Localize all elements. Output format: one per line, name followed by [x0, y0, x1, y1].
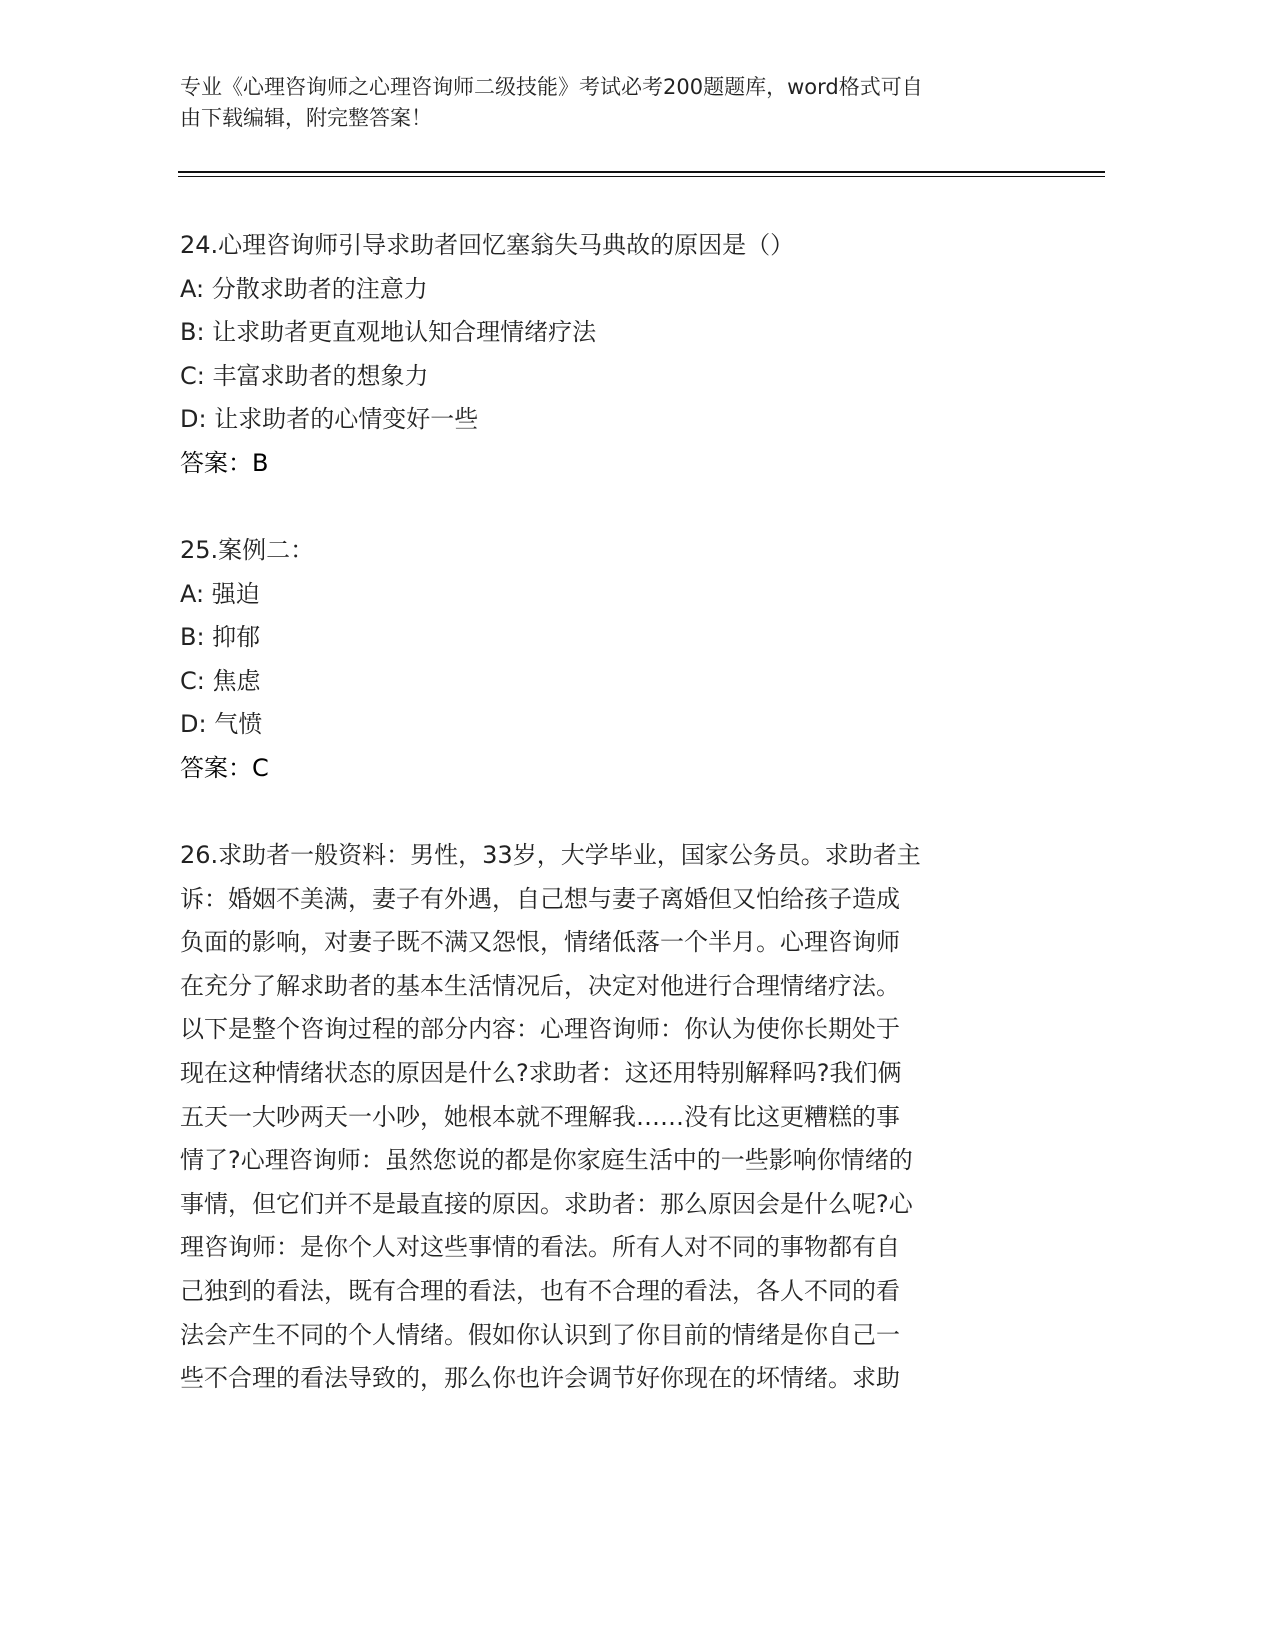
answer: 答案：B [180, 448, 269, 477]
option-d: D: 气愤 [180, 710, 263, 739]
header-divider [178, 176, 1105, 177]
header-divider [178, 171, 1105, 173]
question-text-line: 法会产生不同的个人情绪。假如你认识到了你目前的情绪是你自己一 [180, 1320, 900, 1349]
document-header [180, 72, 923, 134]
header-line: 由下载编辑，附完整答案！ [180, 106, 432, 130]
question-25 [180, 529, 314, 791]
question-26 [180, 834, 921, 1401]
question-text-line: 诉：婚姻不美满，妻子有外遇，自己想与妻子离婚但又怕给孩子造成 [180, 884, 900, 913]
header-line: 专业《心理咨询师之心理咨询师二级技能》考试必考200题题库，word格式可自 [180, 75, 923, 99]
question-stem: 24.心理咨询师引导求助者回忆塞翁失马典故的原因是（） [180, 231, 795, 259]
option-c: C: 焦虑 [180, 666, 261, 695]
answer: 答案：C [180, 753, 269, 782]
option-a: A: 分散求助者的注意力 [180, 274, 428, 303]
option-b: B: 让求助者更直观地认知合理情绪疗法 [180, 318, 597, 347]
question-text-line: 己独到的看法，既有合理的看法，也有不合理的看法，各人不同的看 [180, 1276, 900, 1305]
question-text-line: 五天一大吵两天一小吵，她根本就不理解我……没有比这更糟糕的事 [180, 1102, 900, 1131]
option-a: A: 强迫 [180, 579, 260, 608]
question-stem: 25.案例二： [180, 536, 315, 564]
option-b: B: 抑郁 [180, 623, 261, 652]
question-text-line: 些不合理的看法导致的，那么你也许会调节好你现在的坏情绪。求助 [180, 1364, 900, 1393]
question-text-line: 负面的影响，对妻子既不满又怨恨，情绪低落一个半月。心理咨询师 [180, 928, 900, 957]
question-text-line: 在充分了解求助者的基本生活情况后，决定对他进行合理情绪疗法。 [180, 971, 900, 1000]
question-text-line: 情了?心理咨询师：虽然您说的都是你家庭生活中的一些影响你情绪的 [180, 1146, 913, 1175]
question-text-line: 以下是整个咨询过程的部分内容：心理咨询师：你认为使你长期处于 [180, 1015, 900, 1044]
option-d: D: 让求助者的心情变好一些 [180, 405, 479, 434]
option-c: C: 丰富求助者的想象力 [180, 361, 429, 390]
question-24 [180, 224, 794, 486]
question-text-line: 事情，但它们并不是最直接的原因。求助者：那么原因会是什么呢?心 [180, 1189, 913, 1218]
question-text-line: 理咨询师：是你个人对这些事情的看法。所有人对不同的事物都有自 [180, 1233, 900, 1262]
question-text-line: 26.求助者一般资料：男性，33岁，大学毕业，国家公务员。求助者主 [180, 841, 921, 869]
question-text-line: 现在这种情绪状态的原因是什么?求助者：这还用特别解释吗?我们俩 [180, 1058, 902, 1087]
